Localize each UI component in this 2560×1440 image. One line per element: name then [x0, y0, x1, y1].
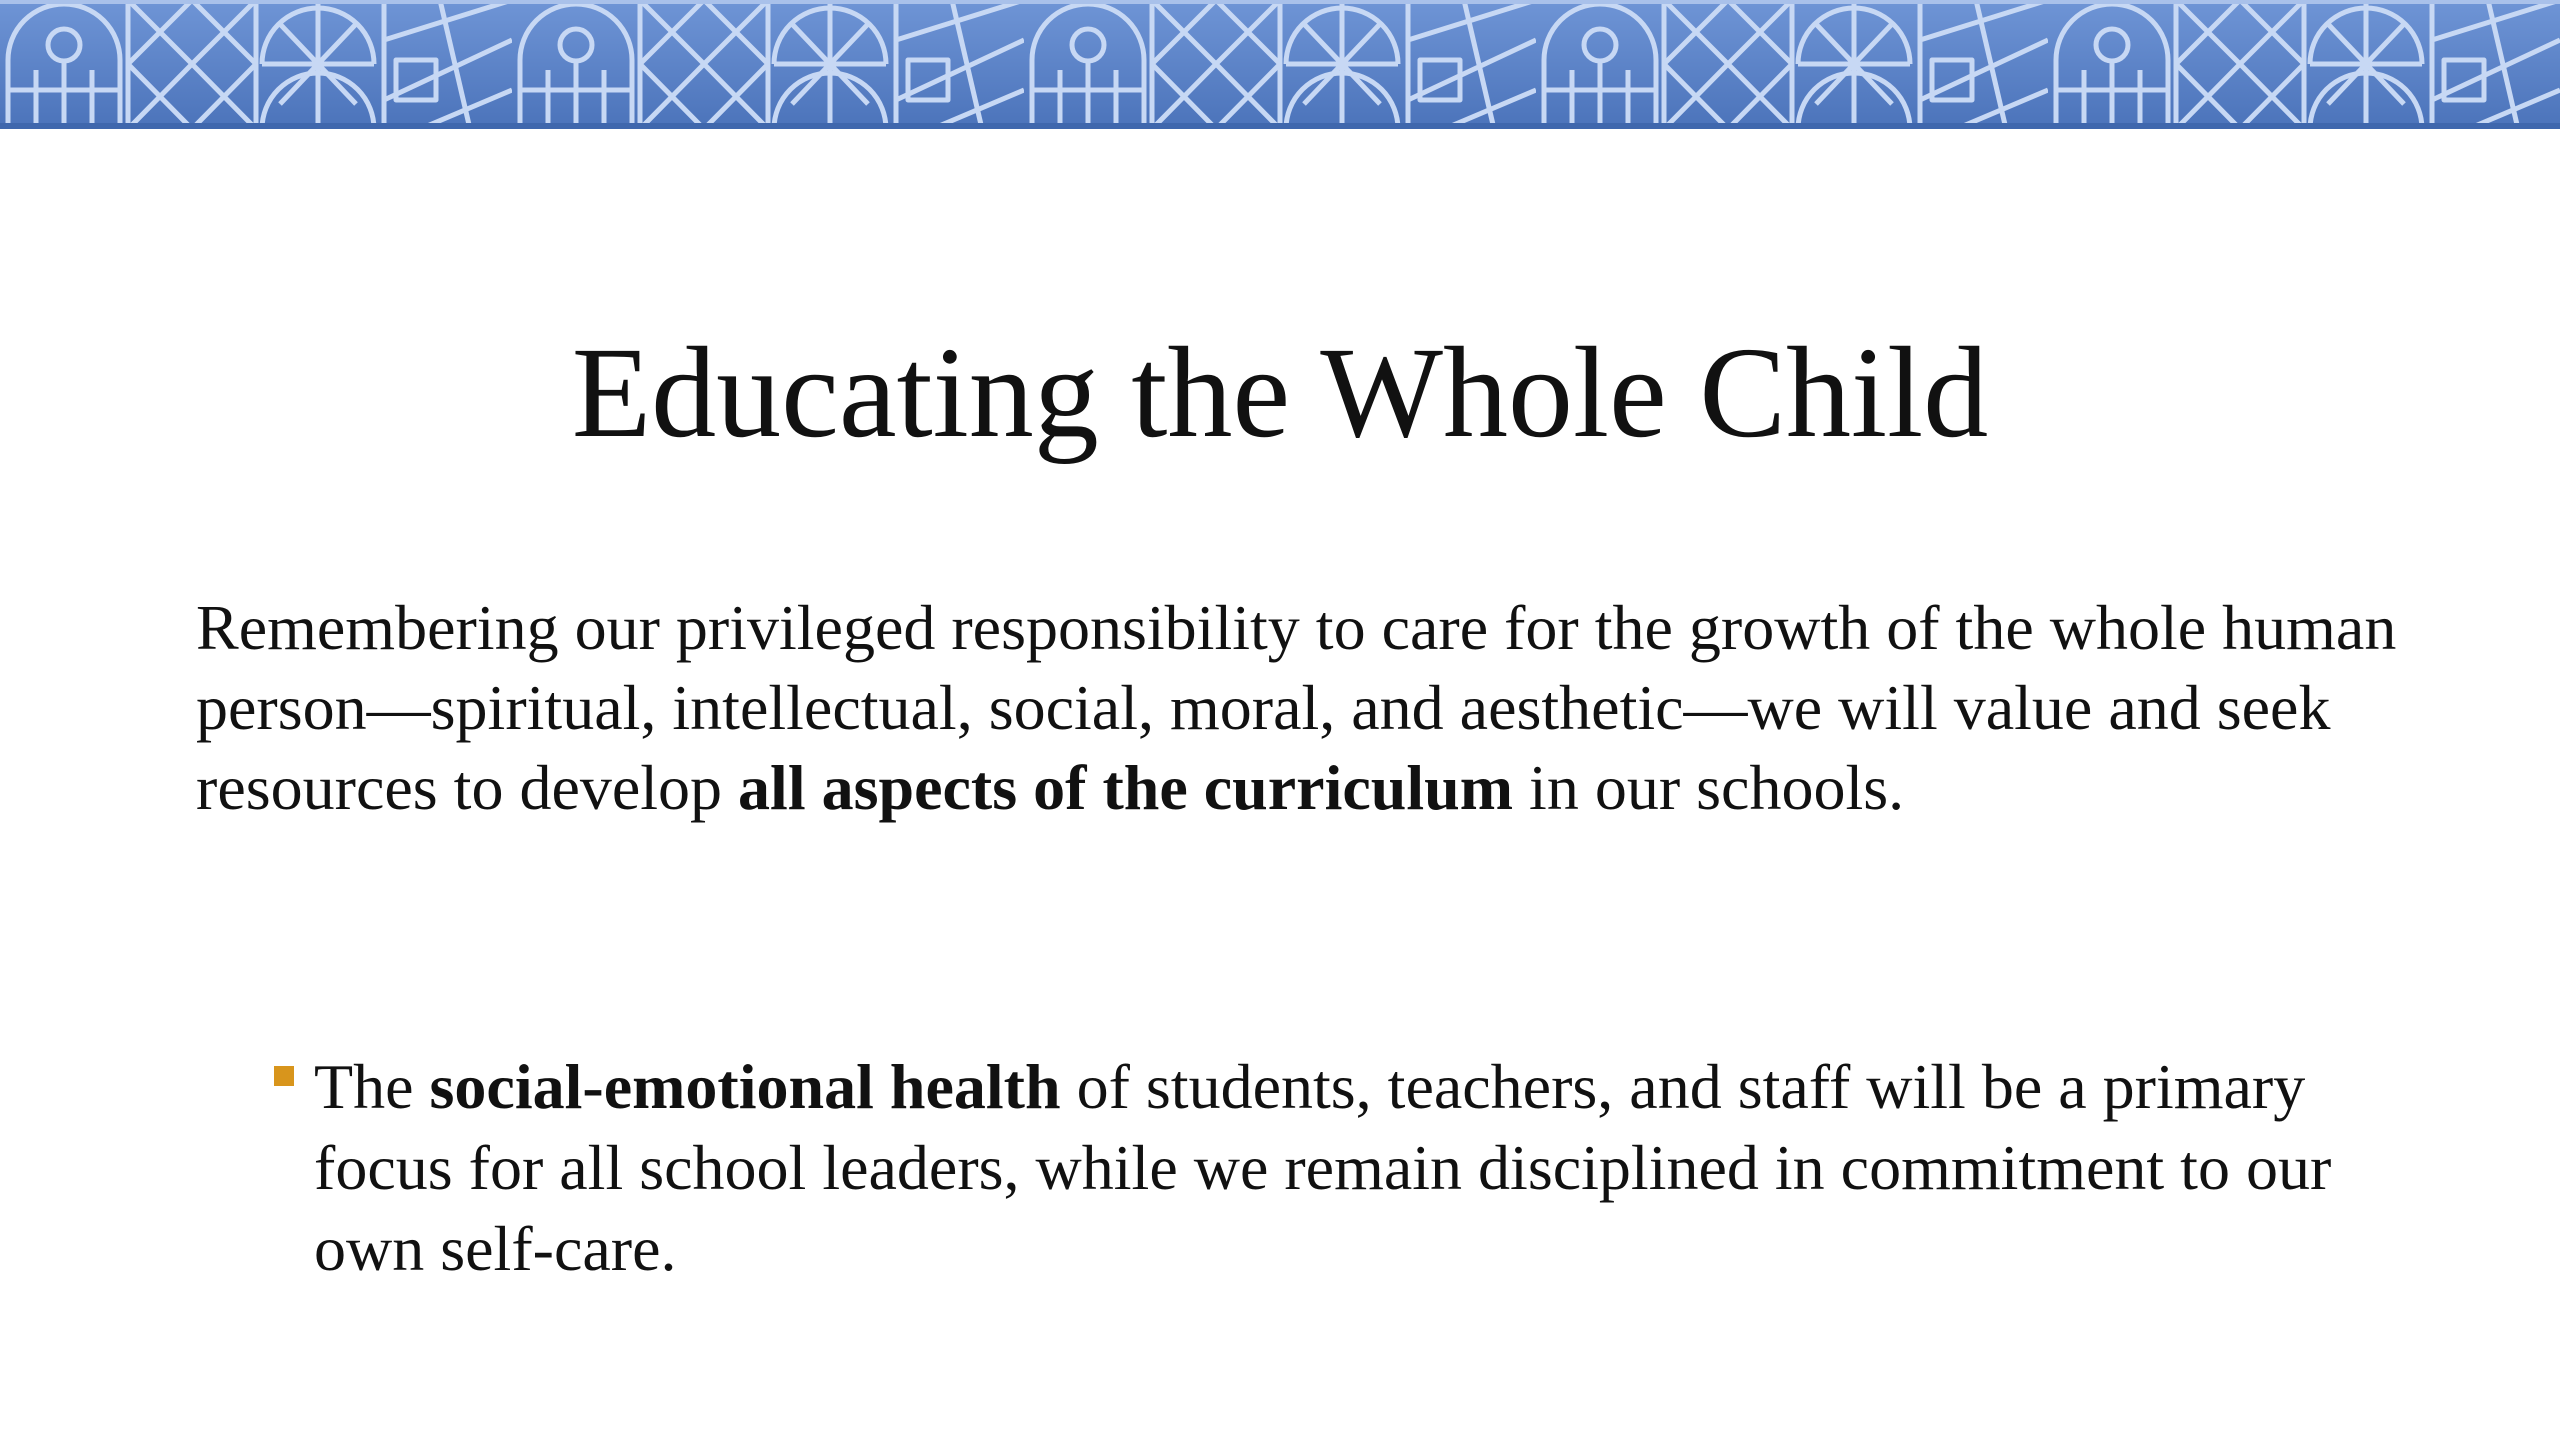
bullet-text: The — [314, 1051, 430, 1122]
bullet-item — [314, 1046, 2394, 1289]
body-paragraph — [196, 588, 2416, 828]
bullet-emphasis: social-emotional health — [429, 1051, 1061, 1122]
square-bullet-icon — [274, 1066, 294, 1086]
paragraph-text: Remembering our privileged responsibility to care for the growth of the whole human person—spiritual, intellectual, social, moral, and aesthetic—we will value and seek resources to develop — [196, 592, 2397, 823]
slide-title: Educating the Whole Child — [571, 321, 1989, 465]
paragraph-text-end: in our schools. — [1513, 752, 1905, 823]
decorative-banner — [0, 0, 2560, 129]
paragraph-emphasis: all aspects of the curriculum — [738, 752, 1514, 823]
bullet-text-end: of students, teachers, and staff will be a primary focus for all school leaders, while we remain disciplined in commitment to our own self-care. — [314, 1051, 2332, 1284]
